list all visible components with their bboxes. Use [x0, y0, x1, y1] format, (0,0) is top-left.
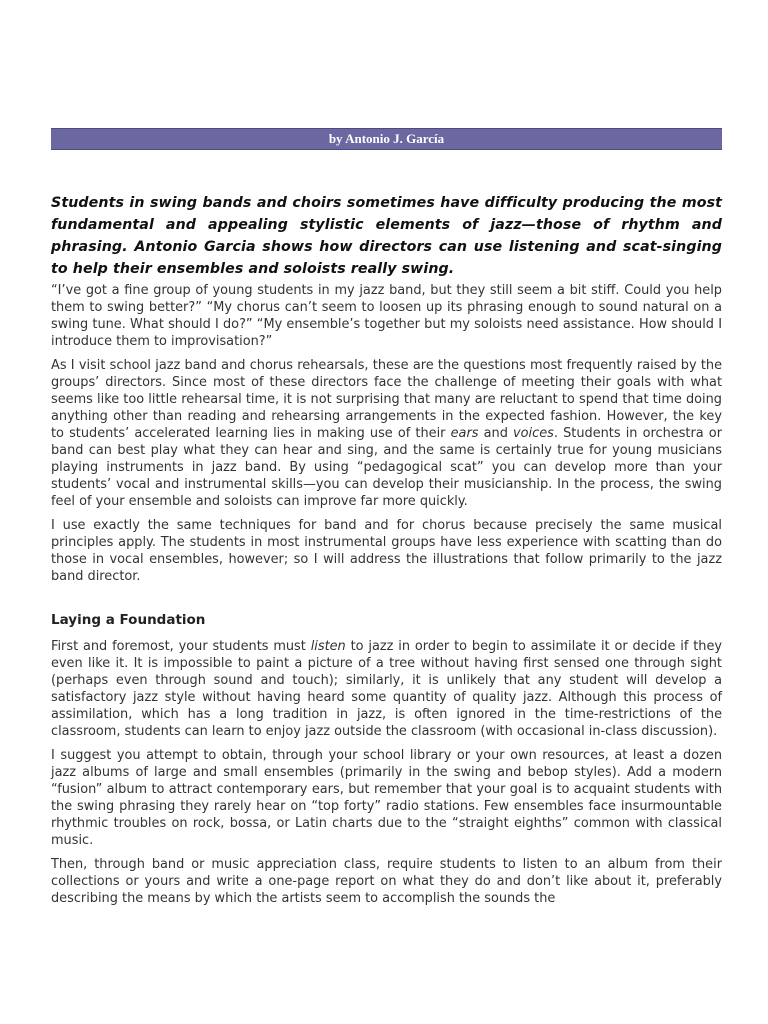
paragraph-2-emphasis-voices: voices — [513, 426, 554, 441]
byline-banner — [51, 128, 722, 150]
paragraph-4-text-a: First and foremost, your students must — [51, 639, 311, 654]
paragraph-4 — [51, 638, 722, 740]
paragraph-5: I suggest you attempt to obtain, through your school library or your own resources, at least a dozen jazz albums of large and small ensembles (primarily in the swing and bebop styles). Add a modern “fusion” album to attract contemporary ears, but remember that your goal is to acquaint students with the swing phrasing they rarely hear on “top forty” radio stations. Few ensembles face insurmountable rhythmic troubles on rock, bossa, or Latin charts due to the “straight eighths” common with classical music. — [51, 748, 722, 848]
byline-text: by Antonio J. García — [328, 131, 445, 146]
article-lead: Students in swing bands and choirs sometimes have difficulty producing the most fundamental and appealing stylistic elements of jazz—those of rhythm and phrasing. Antonio Garcia shows how directors can use listening and scat-singing to help their ensembles and soloists really swing. — [51, 195, 722, 277]
paragraph-2-text-a: As I visit school jazz band and chorus rehearsals, these are the questions most frequently raised by the groups’ directors. Since most of these directors face the challenge of meeting their goals with what seems like too little rehearsal time, it is not surprising that many are reluctant to spend that time doing anything other than reading and rehearsing arrangements in the expected fashion. However, the key to students’ accelerated learning lies in making use of their — [51, 358, 722, 441]
paragraph-3: I use exactly the same techniques for band and for chorus because precisely the same musical principles apply. The students in most instrumental groups have less experience with scatting than do those in vocal ensembles, however; so I will address the illustrations that follow primarily to the jazz band director. — [51, 518, 722, 584]
article — [51, 128, 722, 907]
paragraph-2-emphasis-ears: ears — [450, 426, 479, 441]
paragraph-2-text-b: and — [478, 426, 514, 441]
section-heading: Laying a Foundation — [51, 612, 206, 628]
paragraph-4-text-b: to jazz in order to begin to assimilate it or decide if they even like it. It is impossible to paint a picture of a tree without having first sensed one through sight (perhaps even through sound and touch); similarly, it is unlikely that any student will develop a satisfactory jazz style without having heard some quantity of quality jazz. Although this process of assimilation, which has a long tradition in jazz, is often ignored in the time-restrictions of the classroom, students can learn to enjoy jazz outside the classroom (with occasional in-class discussion). — [51, 639, 723, 739]
paragraph-6: Then, through band or music appreciation class, require students to listen to an album from their collections or yours and write a one-page report on what they do and don’t like about it, preferably describing the means by which the artists seem to accomplish the sounds the — [51, 857, 722, 906]
paragraph-4-emphasis-listen: listen — [310, 639, 346, 654]
paragraph-2 — [51, 357, 722, 510]
paragraph-1: “I’ve got a fine group of young students in my jazz band, but they still seem a bit stiff. Could you help them to swing better?” “My chorus can’t seem to loosen up its phrasing enough to sound natural on a swing tune. What should I do?” “My ensemble’s together but my soloists need assistance. How should I introduce them to improvisation?” — [51, 283, 722, 349]
paragraph-2-text-c: . Students in orchestra or band can best play what they can hear and sing, and the same is certainly true for young musicians playing instruments in jazz band. By using “pedagogical scat” you can develop more than your students’ vocal and instrumental skills—you can develop their musicianship. In the process, the swing feel of your ensemble and soloists can improve far more quickly. — [51, 426, 722, 509]
